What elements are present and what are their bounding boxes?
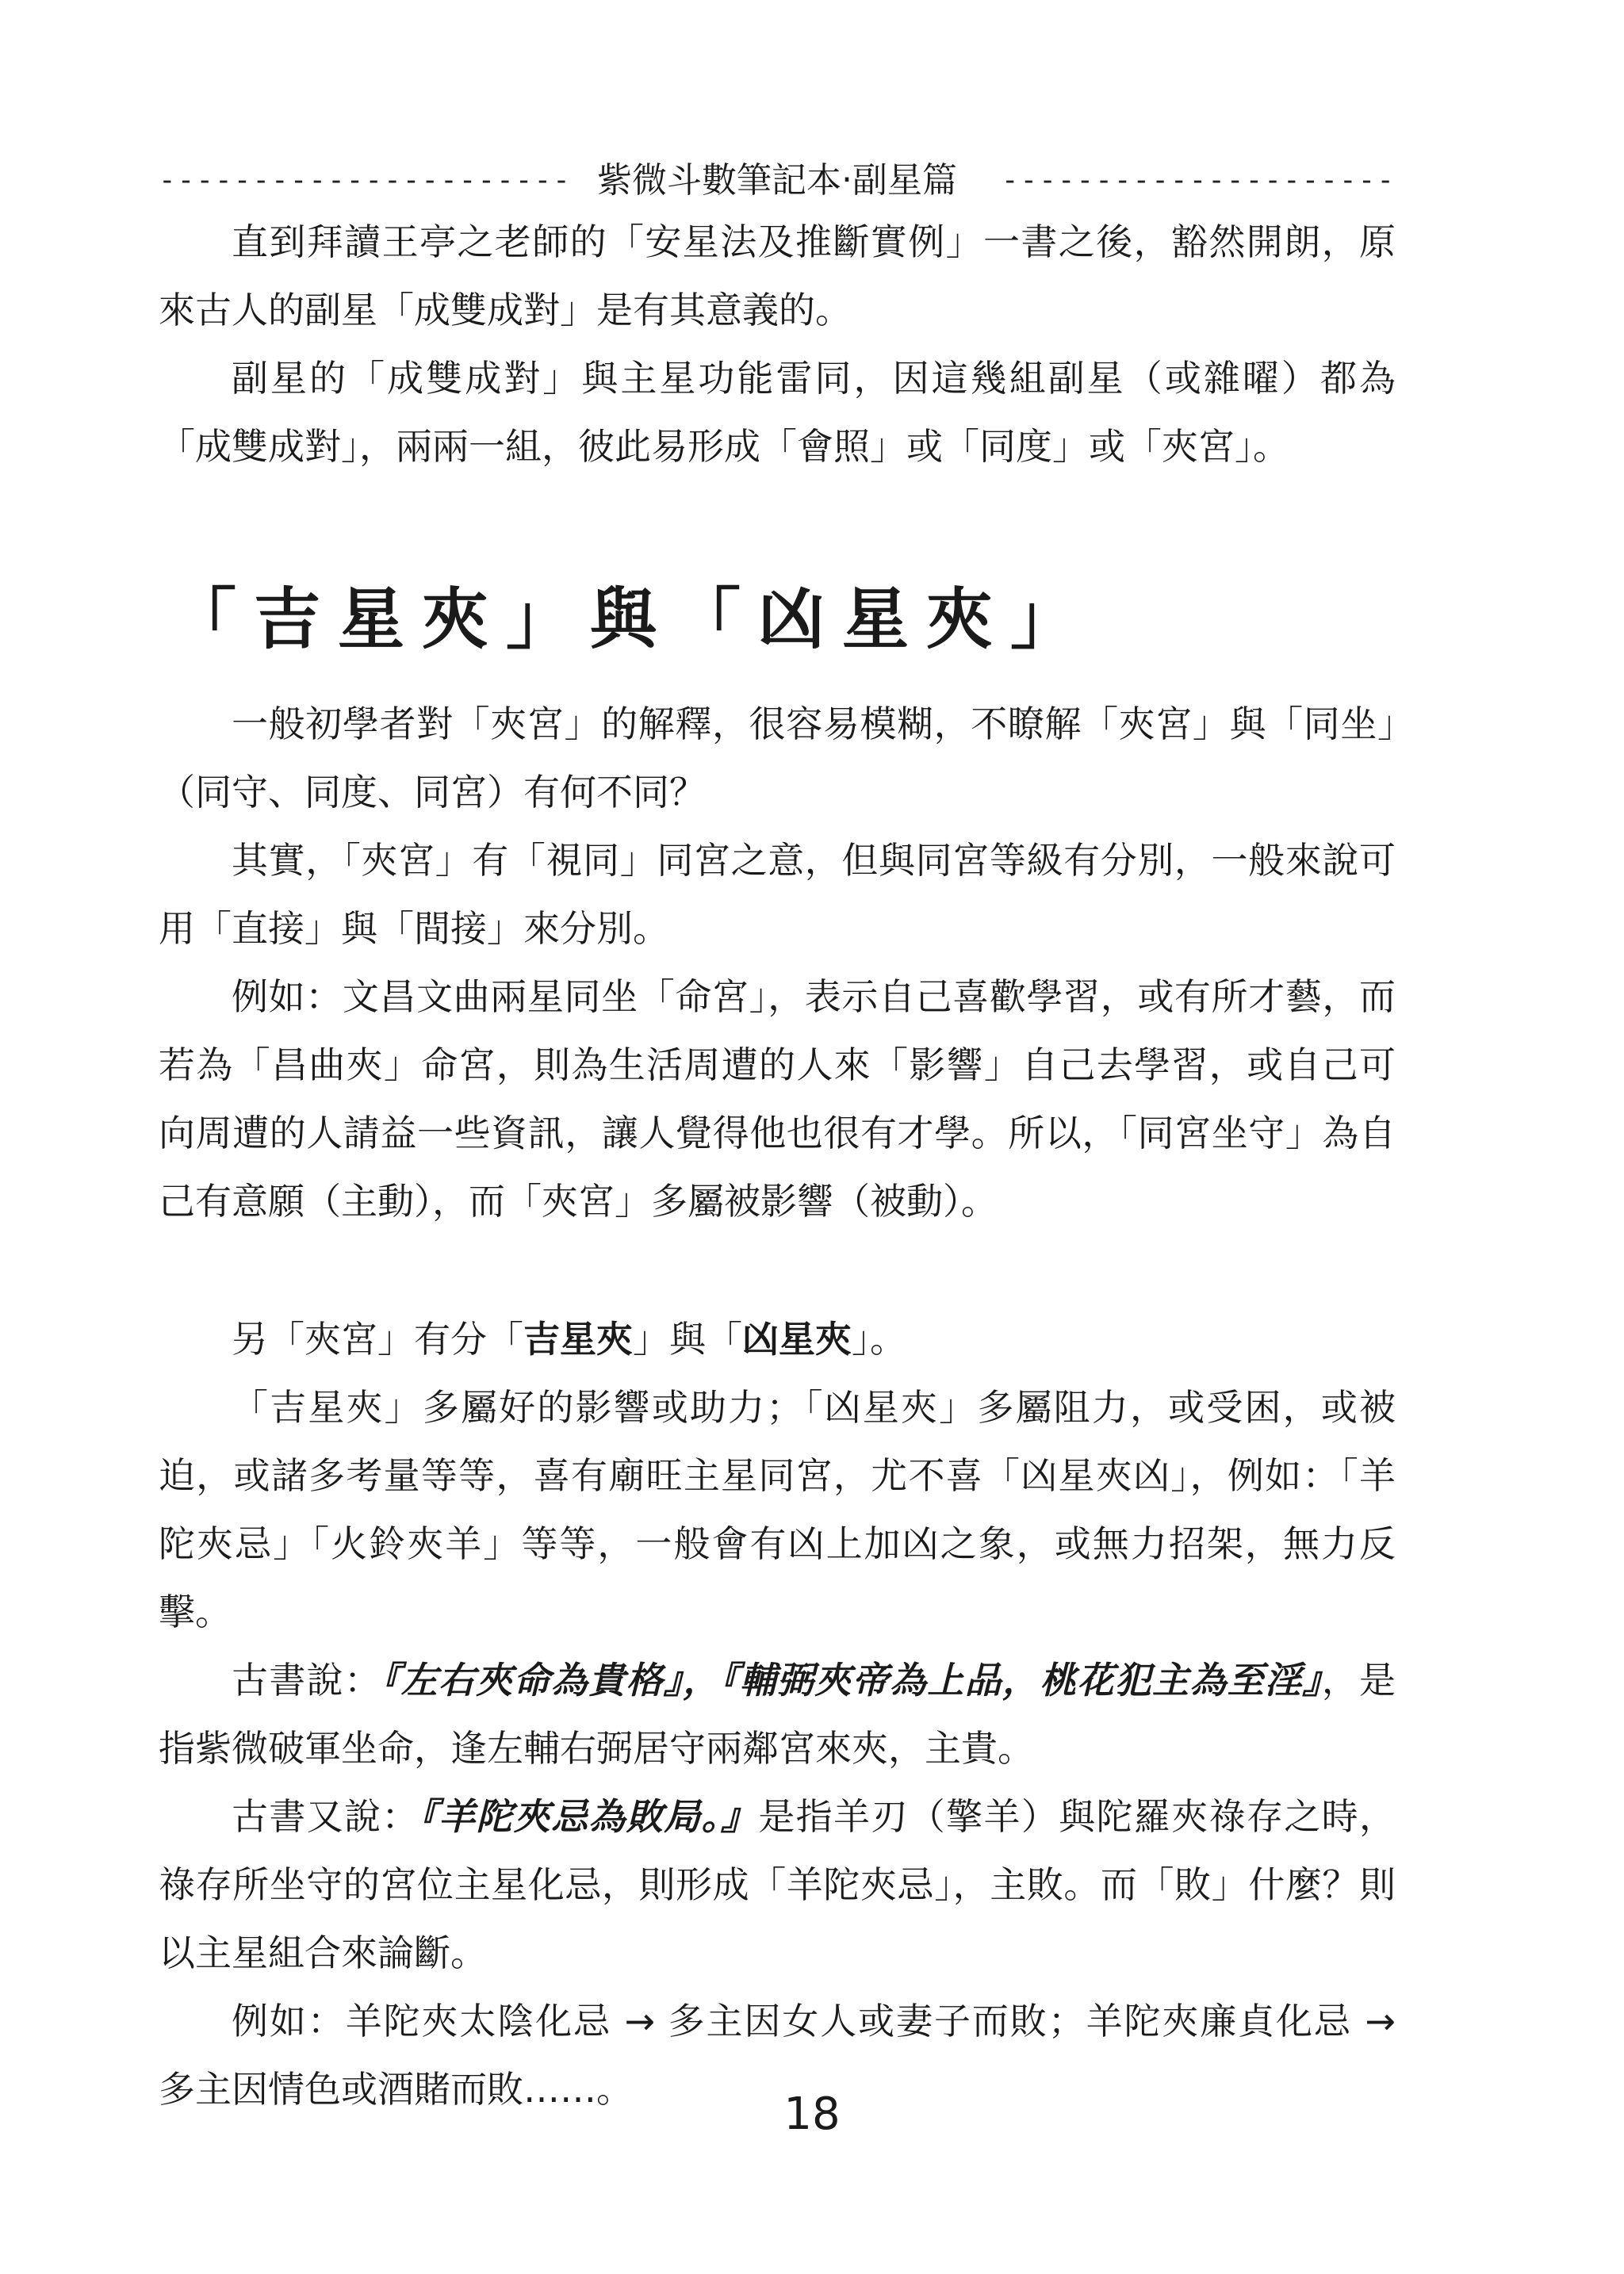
intro-paragraph-1: 直到拜讀王亭之老師的「安星法及推斷實例」一書之後，豁然開朗，原來古人的副星「成雙成對」是有其意義的。 bbox=[159, 220, 1396, 331]
header-rule-right: --------------------- bbox=[1001, 164, 1396, 197]
paragraph-two-types bbox=[159, 1305, 1396, 1373]
p7-lead: 古書又說： bbox=[232, 1795, 419, 1838]
classical-quote-1: 『左右夾命為貴格』，『輔弼夾帝為上品，桃花犯主為至淫』 bbox=[381, 1659, 1322, 1702]
term-malefic-clamp: 凶星夾 bbox=[742, 1318, 852, 1361]
page-number: 18 bbox=[783, 2088, 841, 2140]
paragraph-ancient-text-2 bbox=[159, 1782, 1396, 1987]
p4-text-before: 另「夾宮」有分「 bbox=[232, 1318, 523, 1361]
paragraph-influence: 「吉星夾」多屬好的影響或助力；「凶星夾」多屬阻力，或受困，或被迫，或諸多考量等等，喜有廟旺主星同宮，尤不喜「凶星夾凶」，例如：「羊陀夾忌」「火鈴夾羊」等等，一般會有凶上加凶之象，或無力招架，無力反擊。 bbox=[159, 1386, 1396, 1633]
p4-text-middle: 」與「 bbox=[633, 1318, 742, 1361]
section-body-2 bbox=[159, 1305, 1396, 2123]
section-body-1 bbox=[159, 690, 1396, 1235]
paragraph-example-changqu: 例如：文昌文曲兩星同坐「命宮」，表示自己喜歡學習，或有所才藝，而若為「昌曲夾」命宮，則為生活周遭的人來「影響」自己去學習，或自己可向周遭的人請益一些資訊，讓人覺得他也很有才學。所以，「同宮坐守」為自己有意願（主動），而「夾宮」多屬被影響（被動）。 bbox=[159, 975, 1396, 1223]
p4-text-after: 」。 bbox=[852, 1318, 906, 1361]
intro-block bbox=[159, 208, 1396, 480]
p6-tail: ，是指紫微破軍坐命，逢左輔右弼居守兩鄰宮來夾，主貴。 bbox=[159, 1659, 1396, 1770]
paragraph-ancient-text-1 bbox=[159, 1646, 1396, 1782]
term-auspicious-clamp: 吉星夾 bbox=[523, 1318, 633, 1361]
paragraph-clamped-palace: 一般初學者對「夾宮」的解釋，很容易模糊，不瞭解「夾宮」與「同坐」（同守、同度、同宮）有何不同？ bbox=[159, 702, 1396, 814]
header-rule-left: ---------------------- bbox=[159, 164, 572, 197]
p6-lead: 古書說： bbox=[232, 1659, 382, 1702]
running-header bbox=[159, 157, 1396, 205]
paragraph-examples-defeat: 例如：羊陀夾太陰化忌 → 多主因女人或妻子而敗；羊陀夾廉貞化忌 → 多主因情色或酒賭而敗……。 bbox=[159, 2000, 1396, 2111]
intro-paragraph-2: 副星的「成雙成對」與主星功能雷同，因這幾組副星（或雜曜）都為「成雙成對」，兩兩一組，彼此易形成「會照」或「同度」或「夾宮」。 bbox=[159, 357, 1396, 468]
section-heading: 「吉星夾」與「凶星夾」 bbox=[170, 580, 1095, 658]
p7-tail: 是指羊刃（擎羊）與陀羅夾祿存之時，祿存所坐守的宮位主星化忌，則形成「羊陀夾忌」，主敗。而「敗」什麼？則以主星組合來論斷。 bbox=[159, 1795, 1396, 1974]
classical-quote-2: 『羊陀夾忌為敗局。』 bbox=[419, 1795, 759, 1838]
paragraph-direct-indirect: 其實，「夾宮」有「視同」同宮之意，但與同宮等級有分別，一般來說可用「直接」與「間接」來分別。 bbox=[159, 839, 1396, 950]
header-title: 紫微斗數筆記本‧副星篇 bbox=[597, 160, 957, 201]
